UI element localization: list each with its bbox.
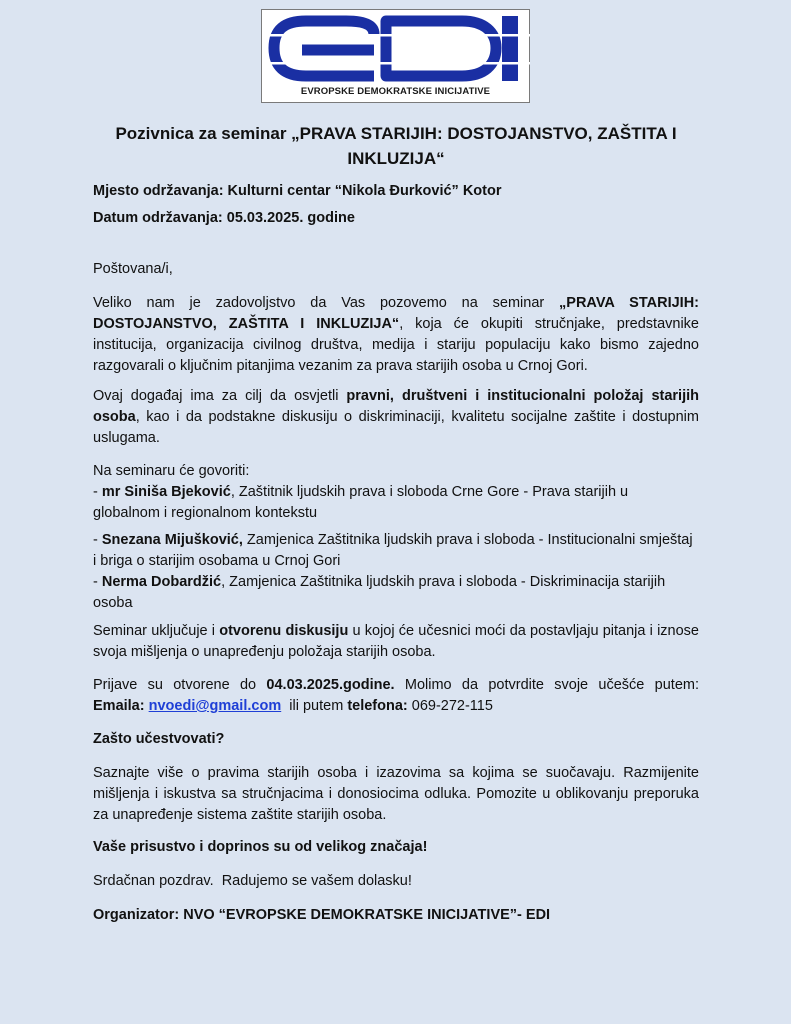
registration-text-3: ili putem	[281, 698, 348, 714]
aim-highlight: pravni, društveni i institucionalni položaj starijih osoba	[93, 388, 699, 425]
speaker-dash: -	[93, 484, 102, 500]
registration-line-1	[93, 675, 699, 696]
discussion-highlight: otvorenu diskusiju	[219, 623, 349, 639]
aim-paragraph	[93, 386, 699, 449]
logo-tagline: EVROPSKE DEMOKRATSKE INICIJATIVE	[300, 86, 491, 97]
intro-text-2: , koja će okupiti stručnjake, predstavnike institucija, organizacija civilnog društva, medija i stariju populaciju kako bismo zajedno razgovarali o ključnim pitanjima vezanim za prava starijih osoba u Crnoj Gori.	[93, 316, 699, 374]
speaker-item	[93, 572, 699, 614]
speaker-role: , Zamjenica Zaštitnika ljudskih prava i sloboda - Diskriminacija starijih osoba	[93, 574, 666, 611]
speaker-name: Snezana Mijušković,	[101, 532, 243, 548]
closing-line: Srdačnan pozdrav. Radujemo se vašem dolasku!	[93, 873, 412, 889]
speakers-intro: Na seminaru će govoriti:	[93, 463, 250, 479]
email-label: Emaila:	[93, 698, 145, 714]
discussion-text-1: Seminar uključuje i	[93, 623, 220, 639]
phone-number: 069-272-115	[407, 698, 493, 714]
edi-logo-mark	[262, 10, 531, 86]
discussion-paragraph	[93, 621, 699, 663]
registration-deadline: 04.03.2025.godine.	[266, 677, 395, 693]
why-paragraph: Saznajte više o pravima starijih osoba i izazovima sa kojima se suočavaju. Razmijenite mišljenja i iskustva sa stručnjacima i donosiocima odluka. Pomozite u oblikovanju preporuka za unapređenje sistema zaštite starijih osoba.	[93, 765, 699, 823]
speaker-name: Nerma Dobardžić	[101, 574, 222, 590]
organizer-line: Organizator: NVO “EVROPSKE DEMOKRATSKE INICIJATIVE”- EDI	[93, 907, 551, 923]
speaker-dash: -	[93, 574, 102, 590]
intro-text-1: Veliko nam je zadovoljstvo da Vas pozovemo na seminar	[93, 295, 560, 311]
importance-line: Vaše prisustvo i doprinos su od velikog značaja!	[93, 839, 428, 855]
speaker-item	[93, 482, 699, 524]
aim-text-1: Ovaj događaj ima za cilj da osvjetli	[93, 388, 347, 404]
venue-line: Mjesto održavanja: Kulturni centar “Nikola Đurković” Kotor	[93, 183, 502, 199]
speaker-role: , Zaštitnik ljudskih prava i sloboda Crne Gore - Prava starijih u globalnom i regionalnom kontekstu	[93, 484, 629, 521]
seminar-title-inline: „PRAVA STARIJIH: DOSTOJANSTVO, ZAŠTITA I INKLUZIJA“	[93, 295, 699, 332]
intro-paragraph	[93, 293, 699, 377]
registration-paragraph	[93, 675, 699, 717]
speaker-name: mr Siniša Bjeković	[101, 484, 231, 500]
edi-logo	[261, 9, 530, 103]
discussion-text-2: u kojoj će učesnici moći da postavljaju pitanja i iznose svoja mišljenja o unapređenju položaja starijih osoba.	[93, 623, 699, 660]
registration-text-1: Prijave su otvorene do	[93, 677, 267, 693]
aim-text-2: , kao i da podstakne diskusiju o diskriminaciji, kvalitetu socijalne zaštite i dostupnim uslugama.	[93, 409, 699, 446]
date-line: Datum održavanja: 05.03.2025. godine	[93, 210, 355, 226]
phone-label: telefona:	[347, 698, 408, 714]
why-heading: Zašto učestvovati?	[93, 731, 225, 747]
email-link[interactable]: nvoedi@gmail.com	[148, 698, 282, 714]
page-title: Pozivnica za seminar „PRAVA STARIJIH: DOSTOJANSTVO, ZAŠTITA I INKLUZIJA“	[115, 124, 677, 168]
speaker-role: Zamjenica Zaštitnika ljudskih prava i sloboda - Institucionalni smještaj i briga o starijim osobama u Crnoj Gori	[93, 532, 693, 569]
registration-text-2: Molimo da potvrdite svoje učešće putem:	[394, 677, 700, 693]
speaker-dash: -	[93, 532, 102, 548]
greeting: Poštovana/i,	[93, 261, 173, 277]
speaker-item	[93, 530, 699, 572]
